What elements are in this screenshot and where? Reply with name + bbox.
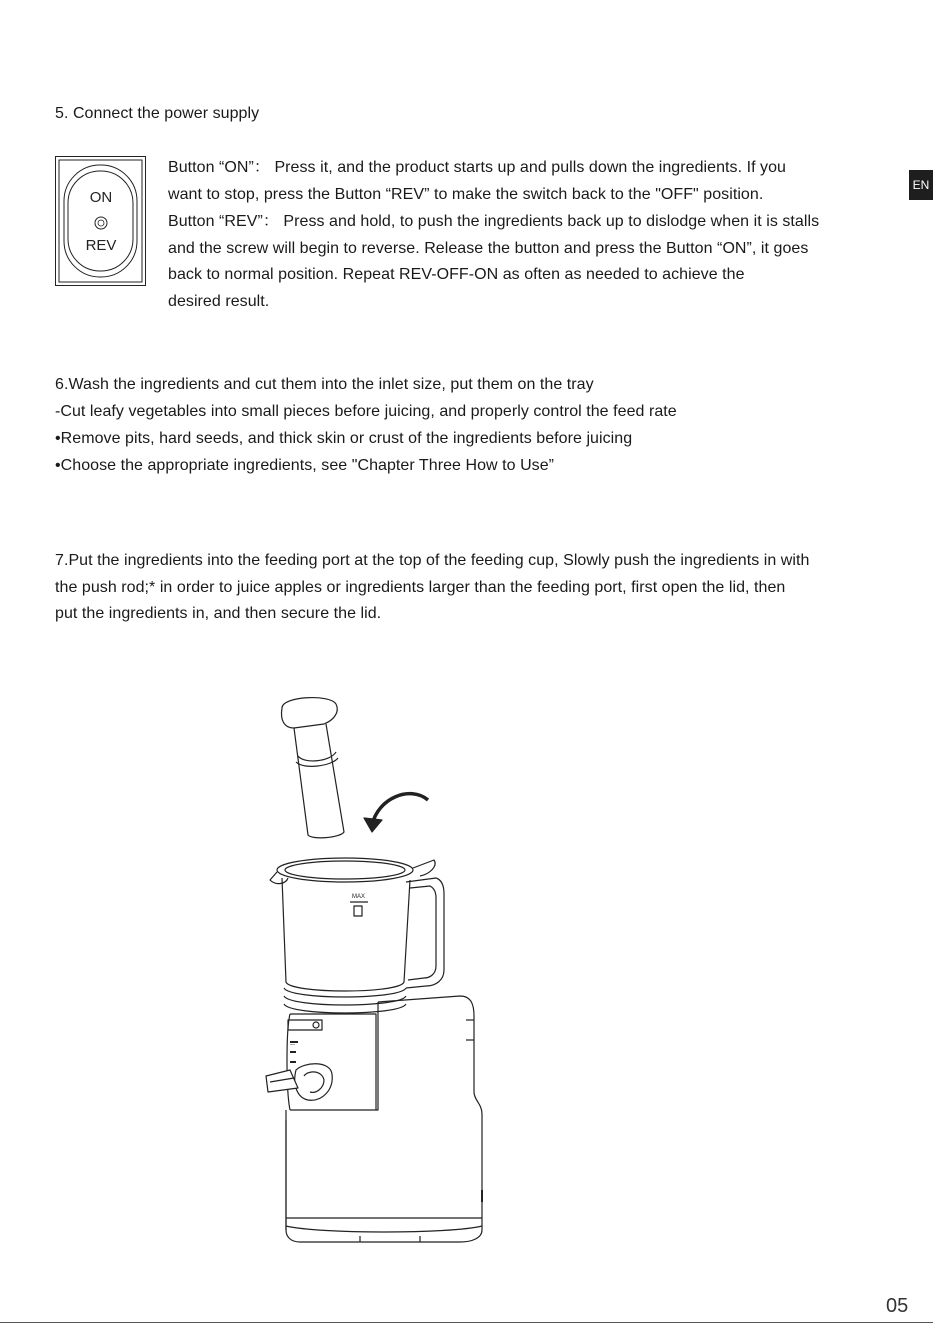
step6-line-4: •Choose the appropriate ingredients, see "Chapter Three How to Use” [55, 457, 555, 474]
step5-heading: 5. Connect the power supply [55, 105, 260, 122]
step7-line-1: 7.Put the ingredients into the feeding port at the top of the feeding cup, Slowly push the ingredients in with [55, 552, 810, 569]
step7-line-3: put the ingredients in, and then secure the lid. [55, 605, 382, 622]
step5-line-4: and the screw will begin to reverse. Release the button and press the Button “ON”, it goes [168, 240, 809, 257]
juicer-illustration [260, 690, 500, 1250]
push-rod-icon [282, 698, 345, 838]
page-number: 05 [886, 1295, 909, 1317]
step5-line-6: desired result. [168, 293, 270, 310]
step6-line-3: •Remove pits, hard seeds, and thick skin or crust of the ingredients before juicing [55, 430, 633, 447]
footer-divider [0, 1322, 933, 1323]
language-tab: EN [909, 170, 933, 200]
step5-line-5: back to normal position. Repeat REV-OFF-ON as often as needed to achieve the [168, 266, 745, 283]
max-mark-label: MAX [352, 894, 366, 900]
switch-rev-label: REV [85, 237, 117, 254]
step5-line-2: want to stop, press the Button “REV” to make the switch back to the "OFF" position. [168, 186, 764, 203]
step7-line-2: the push rod;* in order to juice apples or ingredients larger than the feeding port, first open the lid, then [55, 579, 786, 596]
switch-outline-icon [55, 156, 146, 286]
svg-text:—: — [290, 1042, 295, 1048]
step5-line-3: Button “REV”： Press and hold, to push the ingredients back up to dislodge when it is stalls [168, 213, 820, 230]
step6-line-1: 6.Wash the ingredients and cut them into the inlet size, put them on the tray [55, 376, 594, 393]
step5-line-1: Button “ON”： Press it, and the product starts up and pulls down the ingredients. If you [168, 159, 787, 176]
step6-line-2: -Cut leafy vegetables into small pieces before juicing, and properly control the feed rate [55, 403, 677, 420]
rotate-arrow-icon [364, 794, 428, 832]
power-switch-diagram [55, 156, 146, 286]
switch-on-label: ON [89, 189, 113, 206]
